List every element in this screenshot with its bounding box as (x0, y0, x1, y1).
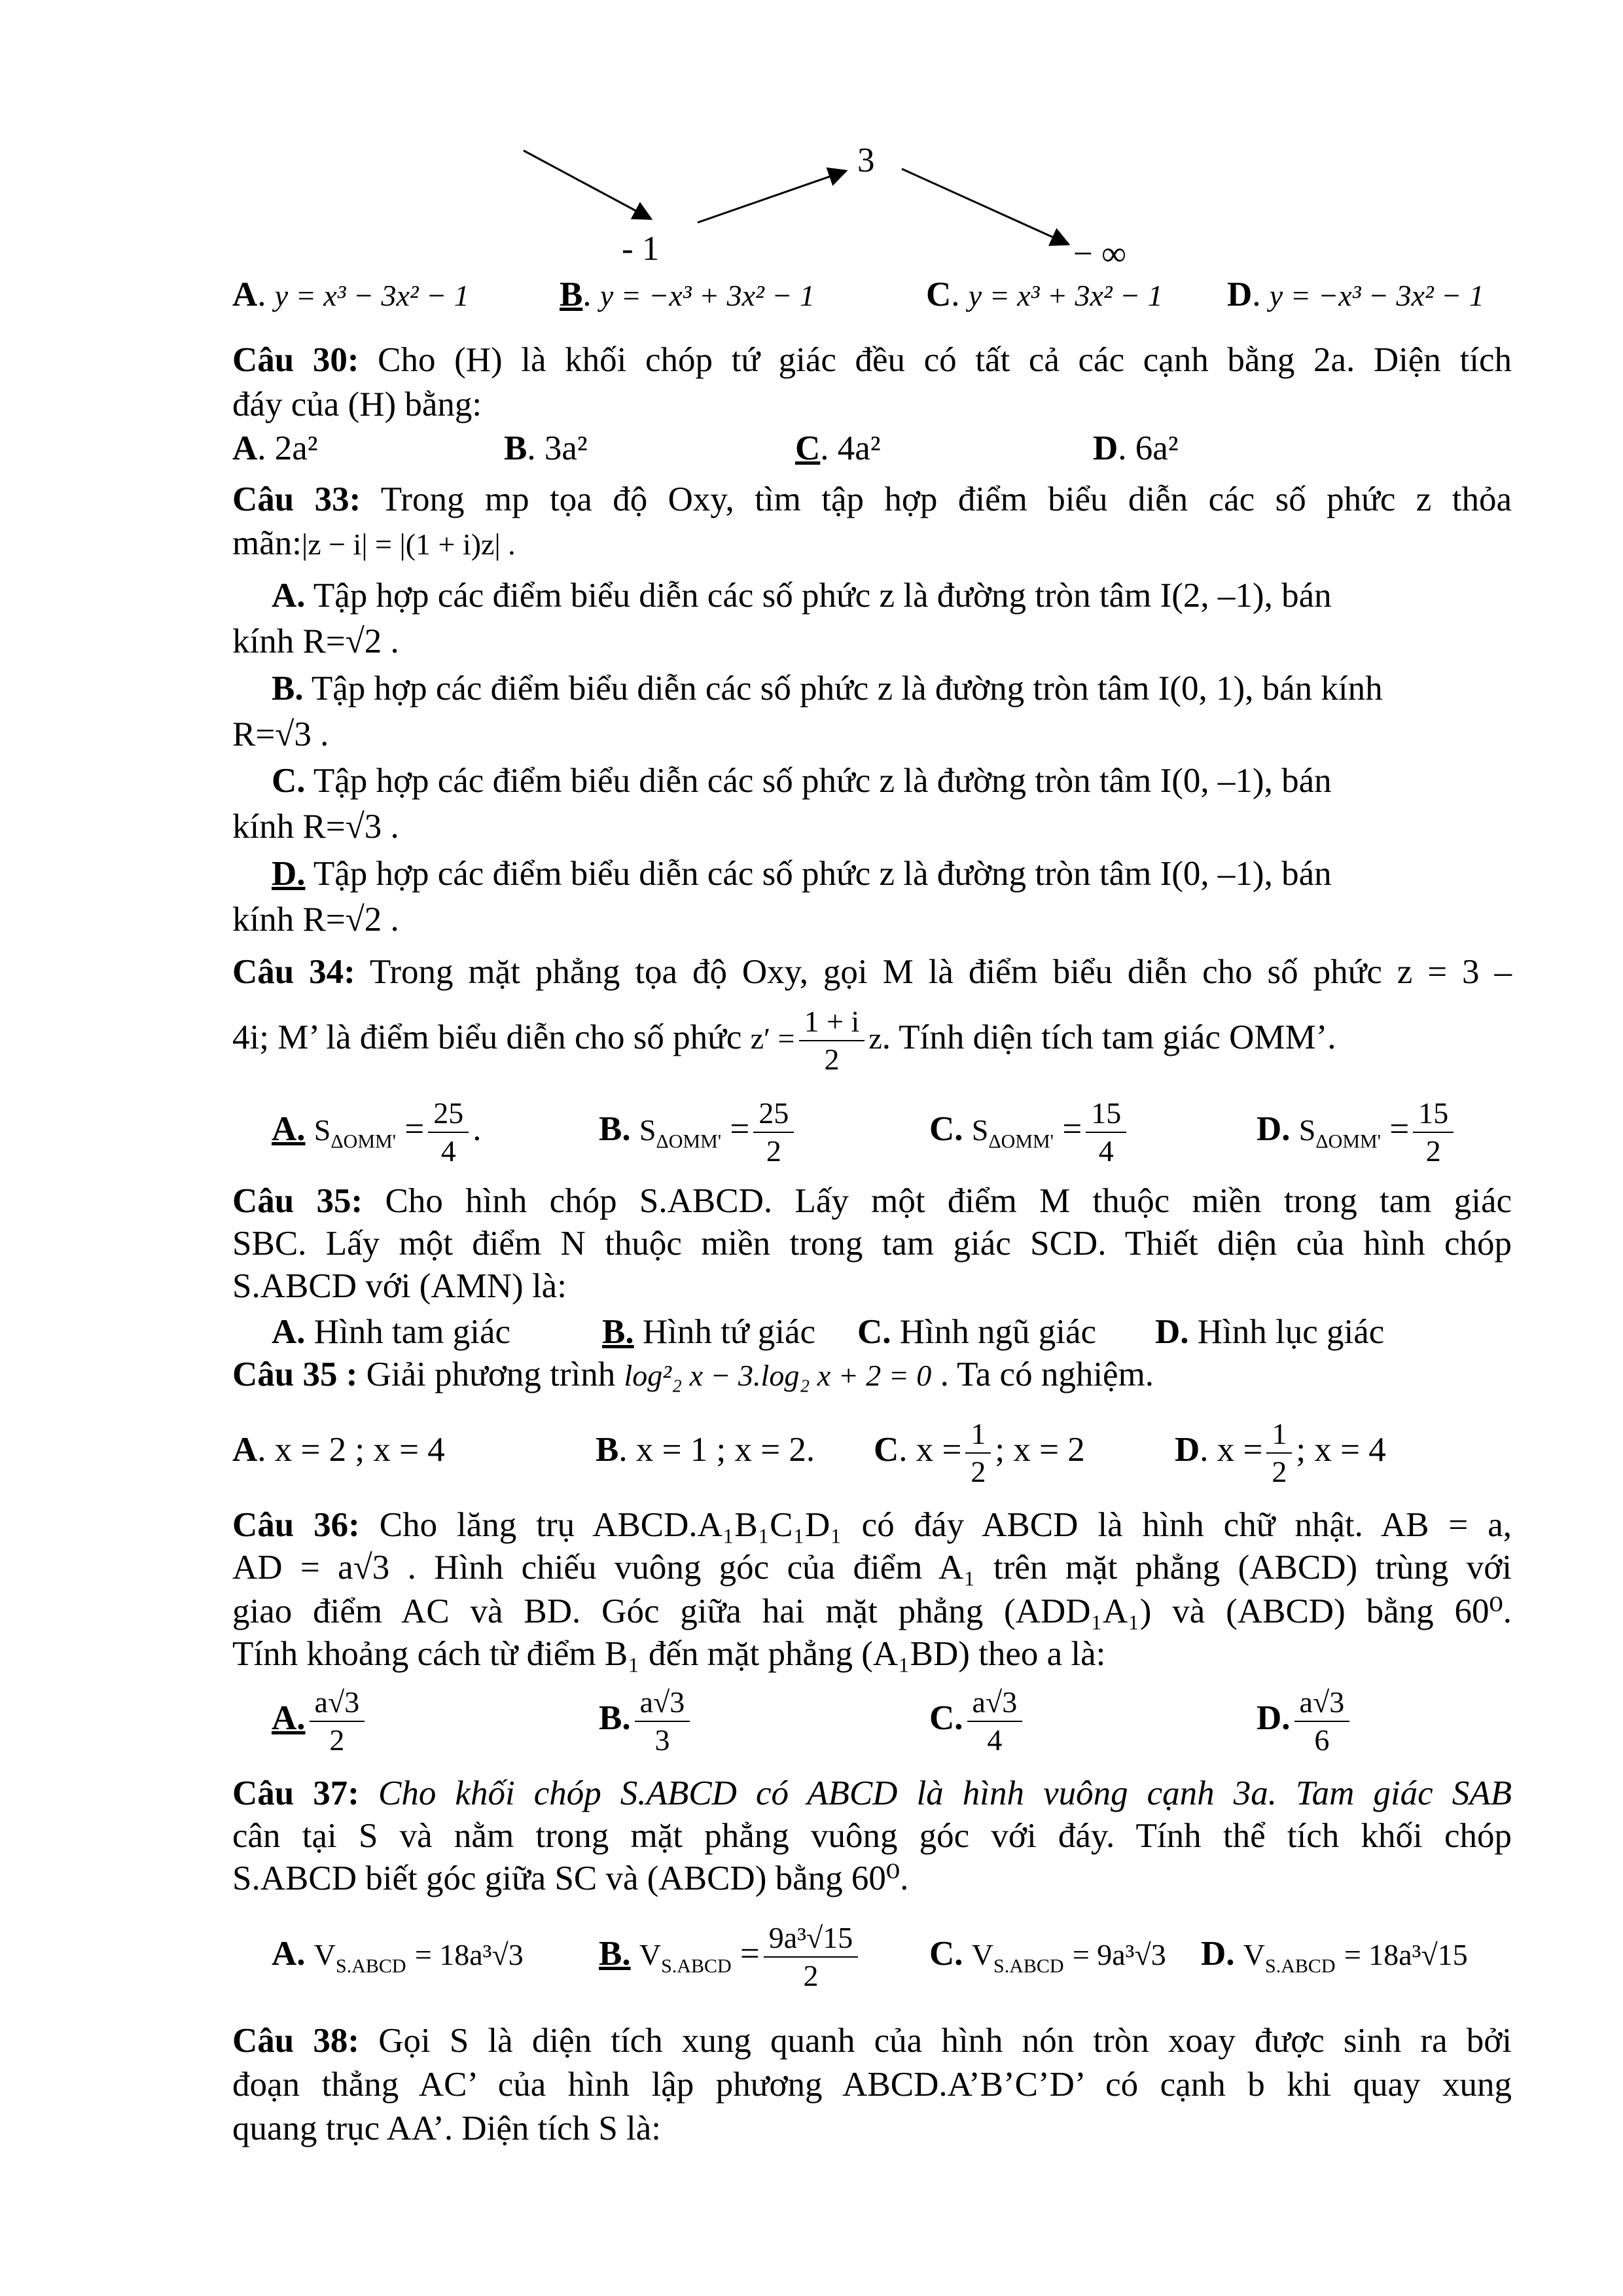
q37-option-b: B. $V_{S.ABCD}$ = $\frac{\text{9a³√15}}{2}$ (599, 1908, 862, 2000)
q35b-option-c: C. x = $\frac{1}{2}$ ; x = 2 (874, 1416, 1085, 1488)
q36-option-d: D. $\frac{a√3}{6}$ (1257, 1676, 1353, 1761)
q38-line2: đoạn thẳng AC’ của hình lập phương ABCD.A’B’C’D’ có cạnh b khi quay xung (232, 2066, 1512, 2104)
q37-line1: Câu 37: Cho khối chóp S.ABCD có ABCD là hình vuông cạnh 3a. Tam giác SAB (232, 1774, 1512, 1812)
q30-line1: Câu 30: Cho (H) là khối chóp tứ giác đều có tất cả các cạnh bằng 2a. Diện tích (232, 341, 1512, 379)
q34-option-c: C. $S_{\Delta OMM'}$ = $\frac{15}{4}$ (929, 1086, 1130, 1172)
q33-option-c-line1: C. Tập hợp các điểm biểu diễn các số phức z là đường tròn tâm I(0, –1), bán (272, 762, 1332, 800)
q33-option-b-line1: B. Tập hợp các điểm biểu diễn các số phức z là đường tròn tâm I(0, 1), bán kính (272, 670, 1383, 708)
q30-option-b: B. 3a² (504, 429, 588, 467)
q34-line2: 4i; M’ là điểm biểu diễn cho số phức z′ = $\frac{1 + i}{2}$ z. Tính diện tích tam giác OMM’. (232, 1004, 1336, 1076)
q29-option-c: C. y = x³ + 3x² − 1 (926, 276, 1163, 314)
arrow-up-middle (698, 171, 844, 223)
q37-option-c: C. $V_{S.ABCD} = 9a^3√3$ (929, 1935, 1166, 1977)
q33-option-c-line2: kính R=√3 . (232, 808, 399, 846)
q33-option-d-line1: D. Tập hợp các điểm biểu diễn các số phức z là đường tròn tâm I(0, –1), bán (272, 855, 1332, 893)
q29-option-b: B. y = −x³ + 3x² − 1 (560, 276, 815, 314)
q35a-line3: S.ABCD với (AMN) là: (232, 1267, 567, 1305)
q35a-option-a: A. Hình tam giác (272, 1313, 511, 1351)
q37-line3: S.ABCD biết góc giữa SC và (ABCD) bằng 60⁰. (232, 1859, 909, 1897)
q35a-option-c: C. Hình ngũ giác (857, 1313, 1097, 1351)
q35b-option-d: D. x = $\frac{1}{2}$ ; x = 4 (1175, 1416, 1386, 1488)
q37-option-d: D. $V_{S.ABCD} = 18a^3√15$ (1201, 1935, 1468, 1977)
q36-option-a: A. $\frac{a√3}{2}$ (272, 1676, 368, 1761)
q36-option-c: C. $\frac{a√3}{4}$ (929, 1676, 1026, 1761)
q33-option-a-line2: kính R=√2 . (232, 622, 399, 660)
q38-line3: quang trục AA’. Diện tích S là: (232, 2109, 662, 2147)
q38-line1: Câu 38: Gọi S là diện tích xung quanh của hình nón tròn xoay được sinh ra bởi (232, 2022, 1512, 2060)
q35a-line1: Câu 35: Cho hình chóp S.ABCD. Lấy một điểm M thuộc miền trong tam giác (232, 1182, 1512, 1220)
q34-option-a: A. $S_{\Delta OMM'}$ = $\frac{25}{4}$ . (272, 1096, 482, 1168)
q36-line2: AD = a√3 . Hình chiếu vuông góc của điểm A₁ trên mặt phẳng (ABCD) trùng với (232, 1549, 1512, 1587)
q33-option-d-line2: kính R=√2 . (232, 901, 399, 939)
q36-line3: giao điểm AC và BD. Góc giữa hai mặt phẳng (ADD₁A₁) và (ABCD) bằng 60⁰. (232, 1592, 1512, 1630)
q35b-line1: Câu 35 : Giải phương trình log²₂ x − 3.log₂ x + 2 = 0 . Ta có nghiệm. (232, 1355, 1154, 1393)
q36-option-b: B. $\frac{a√3}{3}$ (599, 1676, 694, 1761)
q35b-option-b: B. x = 1 ; x = 2. (596, 1431, 815, 1469)
q33-option-a-line1: A. Tập hợp các điểm biểu diễn các số phức z là đường tròn tâm I(2, –1), bán (272, 577, 1332, 615)
q36-line4: Tính khoảng cách từ điểm B₁ đến mặt phẳng (A₁BD) theo a là: (232, 1635, 1106, 1673)
q30-line2: đáy của (H) bằng: (232, 386, 482, 423)
q37-option-a: A. $V_{S.ABCD} = 18a^3√3$ (272, 1935, 524, 1977)
q30-option-c: C. 4a² (795, 429, 881, 467)
q33-line1: Câu 33: Trong mp tọa độ Oxy, tìm tập hợp điểm biểu diễn các số phức z thỏa (232, 480, 1512, 518)
q30-option-d: D. 6a² (1093, 429, 1179, 467)
q29-option-a: A. y = x³ − 3x² − 1 (232, 276, 469, 314)
q34-line1: Câu 34: Trong mặt phẳng tọa độ Oxy, gọi M là điểm biểu diễn cho số phức z = 3 – (232, 953, 1512, 991)
table-right-value: − ∞ (1073, 235, 1126, 273)
table-top-value: 3 (857, 141, 875, 179)
q29-option-d: D. y = −x³ − 3x² − 1 (1227, 276, 1484, 314)
table-left-value: - 1 (622, 230, 660, 268)
q30-option-a: A. 2a² (232, 429, 318, 467)
q35a-option-d: D. Hình lục giác (1155, 1313, 1385, 1351)
q35b-option-a: A. x = 2 ; x = 4 (232, 1431, 445, 1469)
q34-option-d: D. $S_{\Delta OMM'}$ = $\frac{15}{2}$ (1257, 1086, 1457, 1172)
arrow-down-right (902, 169, 1067, 243)
q35a-line2: SBC. Lấy một điểm N thuộc miền trong tam giác SCD. Thiết diện của hình chóp (232, 1225, 1512, 1263)
q33-option-b-line2: R=√3 . (232, 715, 329, 753)
q33-line2: mãn:|z − i| = |(1 + i)z| . (232, 524, 516, 562)
q34-option-b: B. $S_{\Delta OMM'}$ = $\frac{25}{2}$ (599, 1086, 798, 1172)
arrow-down-left (524, 151, 649, 218)
variation-table-arrows (0, 0, 1623, 275)
q35a-option-b: B. Hình tứ giác (602, 1313, 816, 1351)
q36-line1: Câu 36: Cho lăng trụ ABCD.A₁B₁C₁D₁ có đáy ABCD là hình chữ nhật. AB = a, (232, 1506, 1512, 1544)
q37-line2: cân tại S và nằm trong mặt phẳng vuông góc với đáy. Tính thể tích khối chóp (232, 1817, 1512, 1855)
